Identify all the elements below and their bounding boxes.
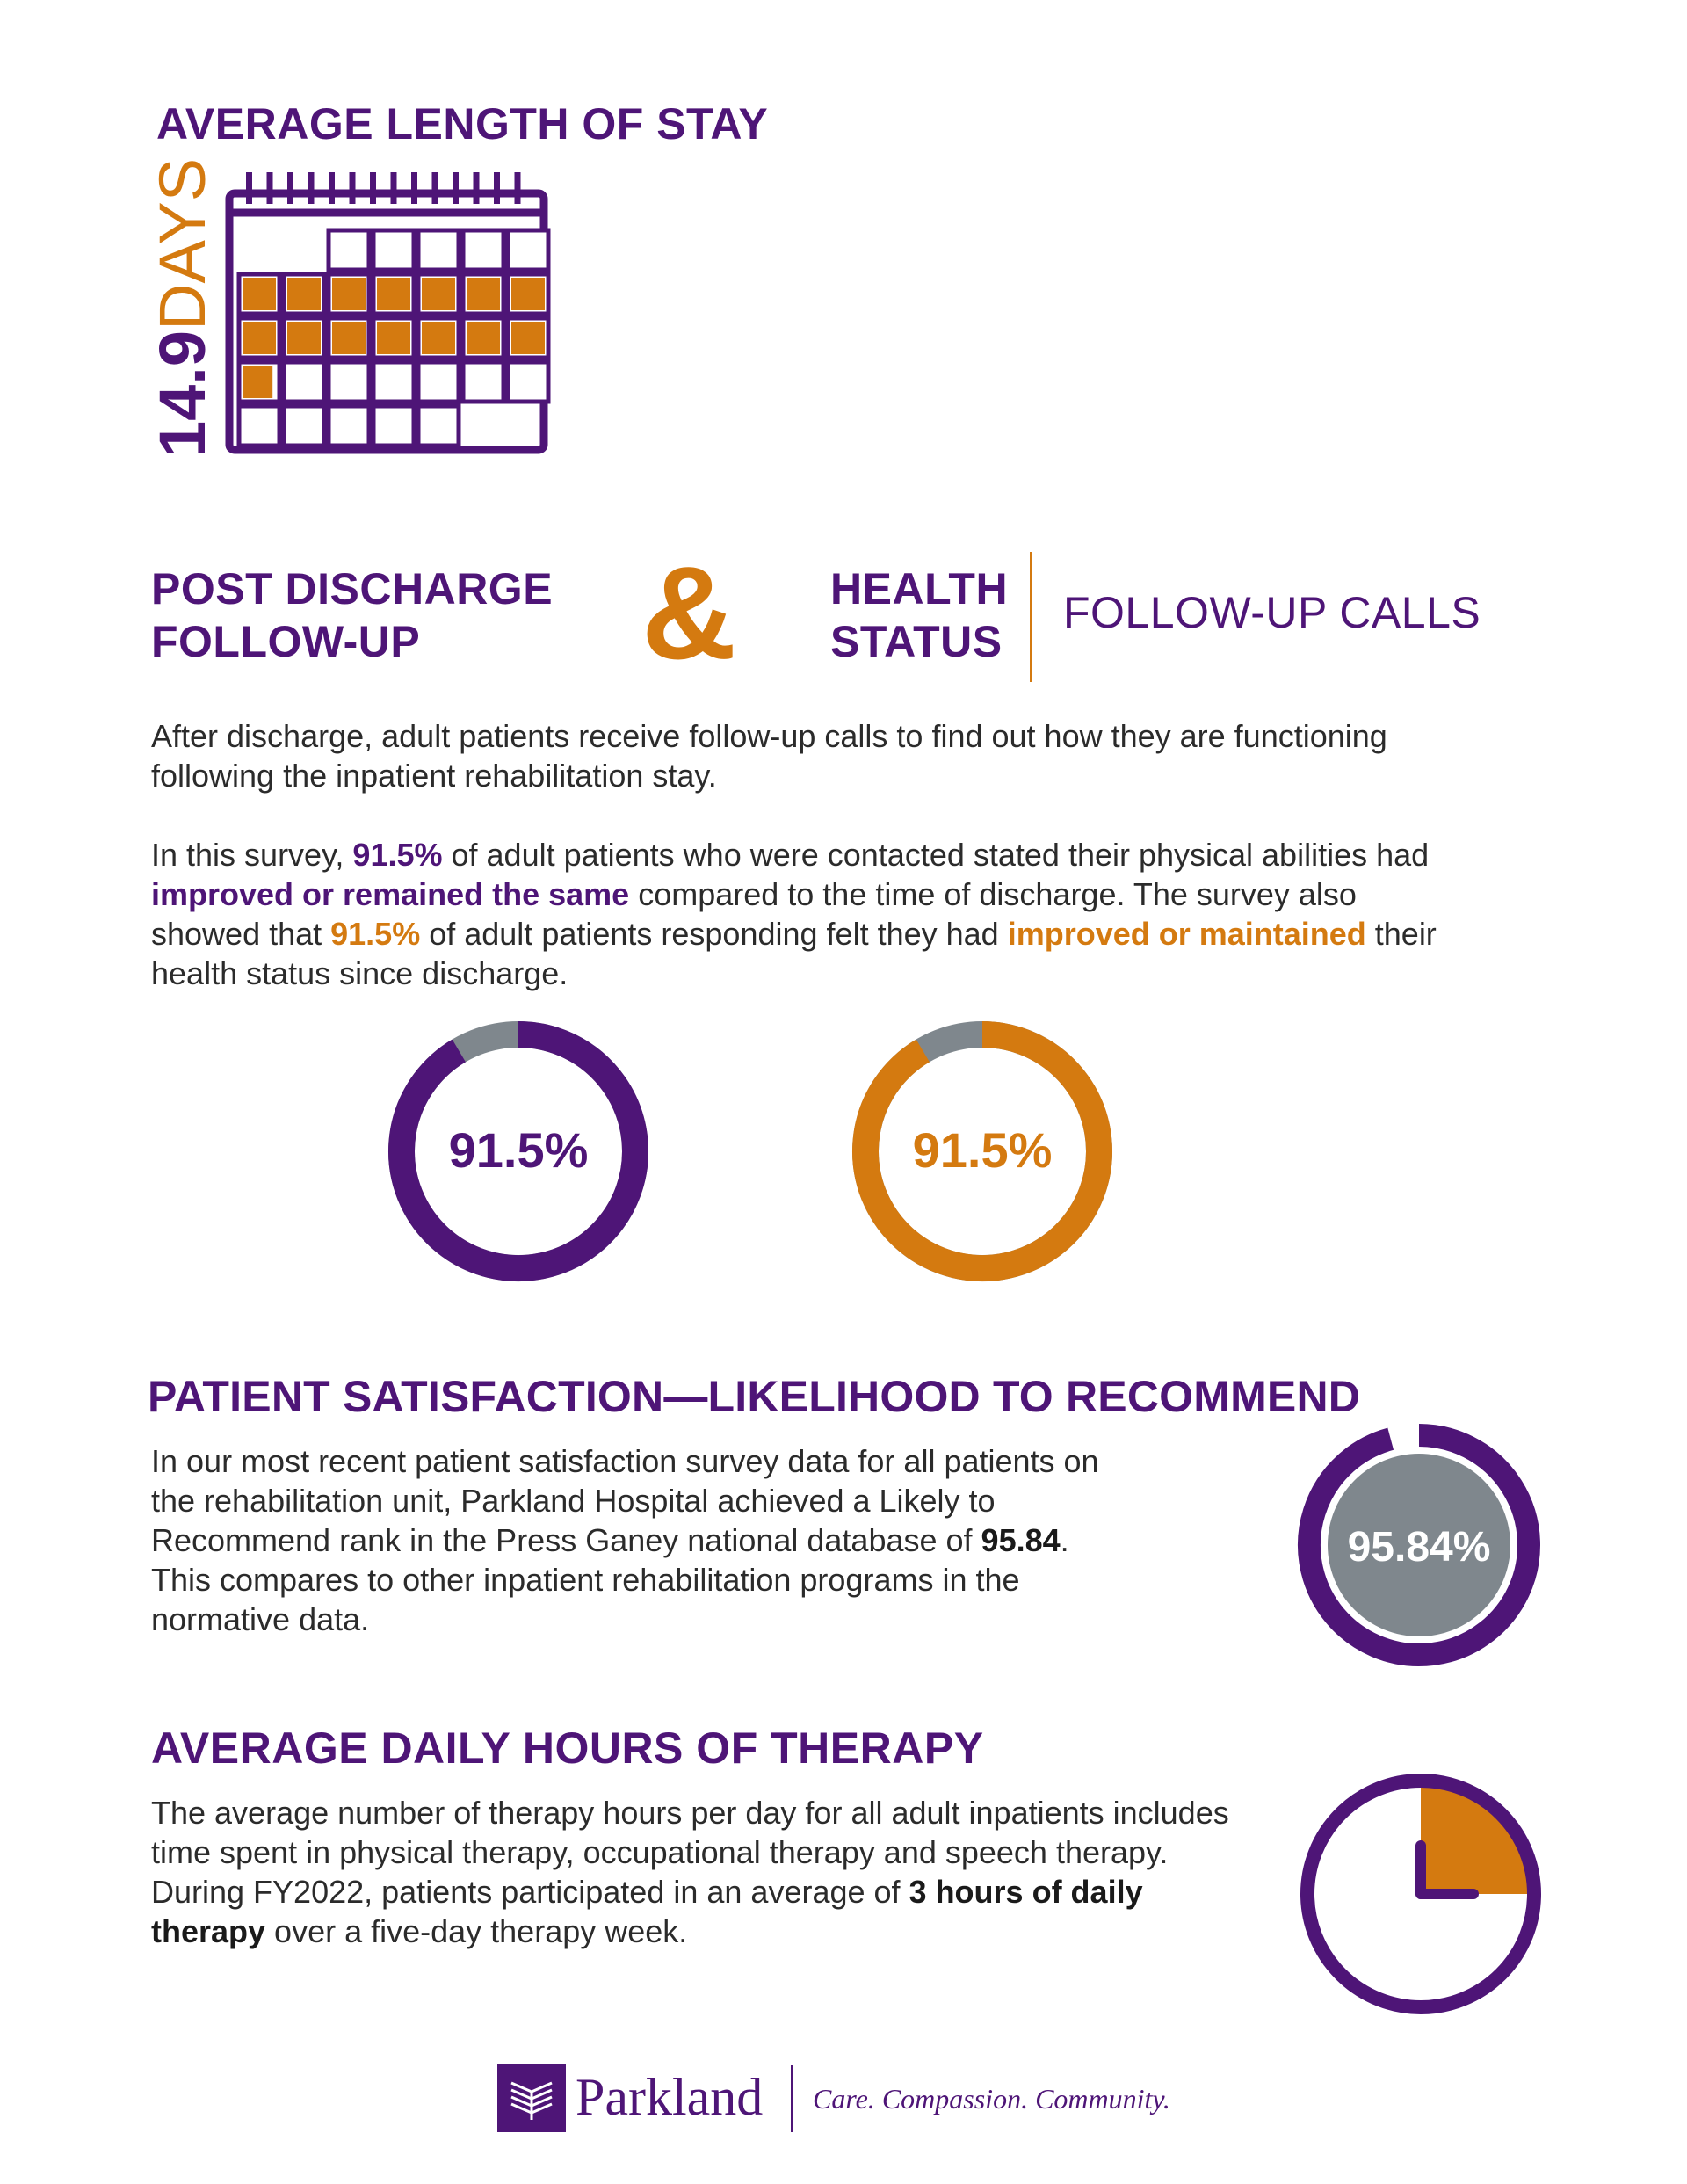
- satisfaction-paragraph: In our most recent patient satisfaction survey data for all patients on the rehabilitation unit, Parkland Hospital achieved a Likely to Recommend rank in the Press Ganey national database of 95.84. This compares to other inpatient rehabilitation programs in the normative data.: [151, 1443, 1099, 1637]
- calendar-day-filled: [422, 278, 455, 310]
- stat-physical-abilities: 91.5%: [352, 837, 443, 873]
- calendar-ring: [432, 172, 438, 204]
- calendar-day-cell: [329, 230, 369, 270]
- length-of-stay-title: AVERAGE LENGTH OF STAY: [156, 99, 769, 149]
- calendar-day-filled: [467, 278, 500, 310]
- calendar-day-filled: [332, 322, 366, 354]
- calendar-ring: [494, 172, 500, 204]
- calendar-day-filled: [332, 278, 366, 310]
- clock-icon: [1293, 1767, 1548, 2021]
- calendar-day-cell: [239, 406, 279, 446]
- calendar-day-cell: [463, 230, 503, 270]
- health-status-line1: HEALTH: [830, 564, 1009, 613]
- calendar-ring: [515, 172, 521, 204]
- calendar-ring: [453, 172, 459, 204]
- calendar-ring: [350, 172, 356, 204]
- calendar-rings: [246, 172, 521, 204]
- donut-label: 91.5%: [448, 1122, 589, 1178]
- parkland-brand-name: Parkland: [576, 2068, 764, 2126]
- followup-title: [151, 562, 553, 668]
- donut-label: 95.84%: [1347, 1524, 1491, 1571]
- calendar-day-cell: [284, 406, 324, 446]
- calendar-day-filled: [511, 322, 545, 354]
- calendar-ring: [474, 172, 480, 204]
- donut-likelihood-to-recommend: [1296, 1422, 1542, 1668]
- calendar-day-filled: [377, 322, 410, 354]
- clock-hours-wedge: [1421, 1787, 1528, 1894]
- calendar-day-filled: [243, 366, 272, 398]
- calendar-day-cell: [418, 230, 459, 270]
- calendar-day-filled: [243, 278, 276, 310]
- days-unit: DAYS: [146, 157, 219, 330]
- ampersand: &: [641, 539, 737, 686]
- calendar-ring: [246, 172, 252, 204]
- calendar-day-cell: [373, 362, 414, 402]
- calendar-ring: [411, 172, 417, 204]
- parkland-logo: [497, 2064, 566, 2132]
- calendar-icon: [220, 172, 554, 458]
- followup-calls-subtitle: FOLLOW-UP CALLS: [1063, 588, 1481, 637]
- calendar-ring: [267, 172, 273, 204]
- calendar-day-cell: [463, 362, 503, 402]
- donut-physical-abilities: [387, 1019, 650, 1283]
- calendar-ring: [287, 172, 293, 204]
- calendar-day-cell: [508, 230, 548, 270]
- calendar-ring: [370, 172, 376, 204]
- therapy-paragraph: The average number of therapy hours per day for all adult inpatients includes time spent in physical therapy, occupational therapy and speech therapy. During FY2022, patients participated in an average of 3 hours of daily therapy over a five-day therapy week.: [151, 1795, 1229, 1949]
- calendar-day-filled: [467, 322, 500, 354]
- calendar-day-cell: [284, 362, 324, 402]
- therapy-title: AVERAGE DAILY HOURS OF THERAPY: [151, 1723, 984, 1773]
- calendar-day-filled: [377, 278, 410, 310]
- calendar-day-cell: [508, 362, 548, 402]
- donut-health-status: [851, 1019, 1114, 1283]
- followup-title-line1: POST DISCHARGE: [151, 564, 554, 613]
- length-of-stay-value: [148, 158, 218, 457]
- calendar-day-filled: [511, 278, 545, 310]
- calendar-day-cell: [373, 230, 414, 270]
- health-status-line2: STATUS: [830, 617, 1003, 666]
- therapy-hours-bold: 3 hours of daily therapy: [151, 1874, 1143, 1949]
- calendar-grid: [239, 230, 548, 446]
- footer-divider: [791, 2065, 793, 2132]
- emphasis-improved-maintained: improved or maintained: [1007, 916, 1366, 952]
- title-divider: [1030, 552, 1032, 682]
- calendar-day-cell: [373, 406, 414, 446]
- calendar-ring: [308, 172, 315, 204]
- calendar-day-cell: [418, 406, 459, 446]
- stat-health-status: 91.5%: [330, 916, 421, 952]
- satisfaction-title: PATIENT SATISFACTION—LIKELIHOOD TO RECOMMEND: [148, 1372, 1361, 1421]
- emphasis-improved-same: improved or remained the same: [151, 876, 630, 912]
- calendar-ring: [391, 172, 397, 204]
- followup-title-line2: FOLLOW-UP: [151, 617, 421, 666]
- calendar-day-filled: [243, 322, 276, 354]
- calendar-day-filled: [287, 322, 321, 354]
- calendar-day-cell: [329, 406, 369, 446]
- calendar-ring: [329, 172, 335, 204]
- calendar-day-cell: [329, 362, 369, 402]
- days-number: 14.9: [146, 330, 219, 457]
- parkland-logo-mark: [497, 2064, 566, 2132]
- footer-tagline: Care. Compassion. Community.: [813, 2083, 1170, 2115]
- calendar-day-cell: [418, 362, 459, 402]
- donut-label: 91.5%: [912, 1122, 1053, 1178]
- calendar-day-filled: [422, 322, 455, 354]
- followup-paragraph-1: After discharge, adult patients receive follow-up calls to find out how they are functioning following the inpatient rehabilitation stay.: [151, 718, 1387, 794]
- health-status-title: [830, 562, 1008, 668]
- satisfaction-score: 95.84: [981, 1522, 1061, 1558]
- followup-paragraph-2: In this survey, 91.5% of adult patients who were contacted stated their physical abilities had improved or remained the same compared to the time of discharge. The survey also showed that 91.5% of adult patients responding felt they had improved or maintained their health status since discharge.: [151, 837, 1437, 991]
- calendar-day-filled: [287, 278, 321, 310]
